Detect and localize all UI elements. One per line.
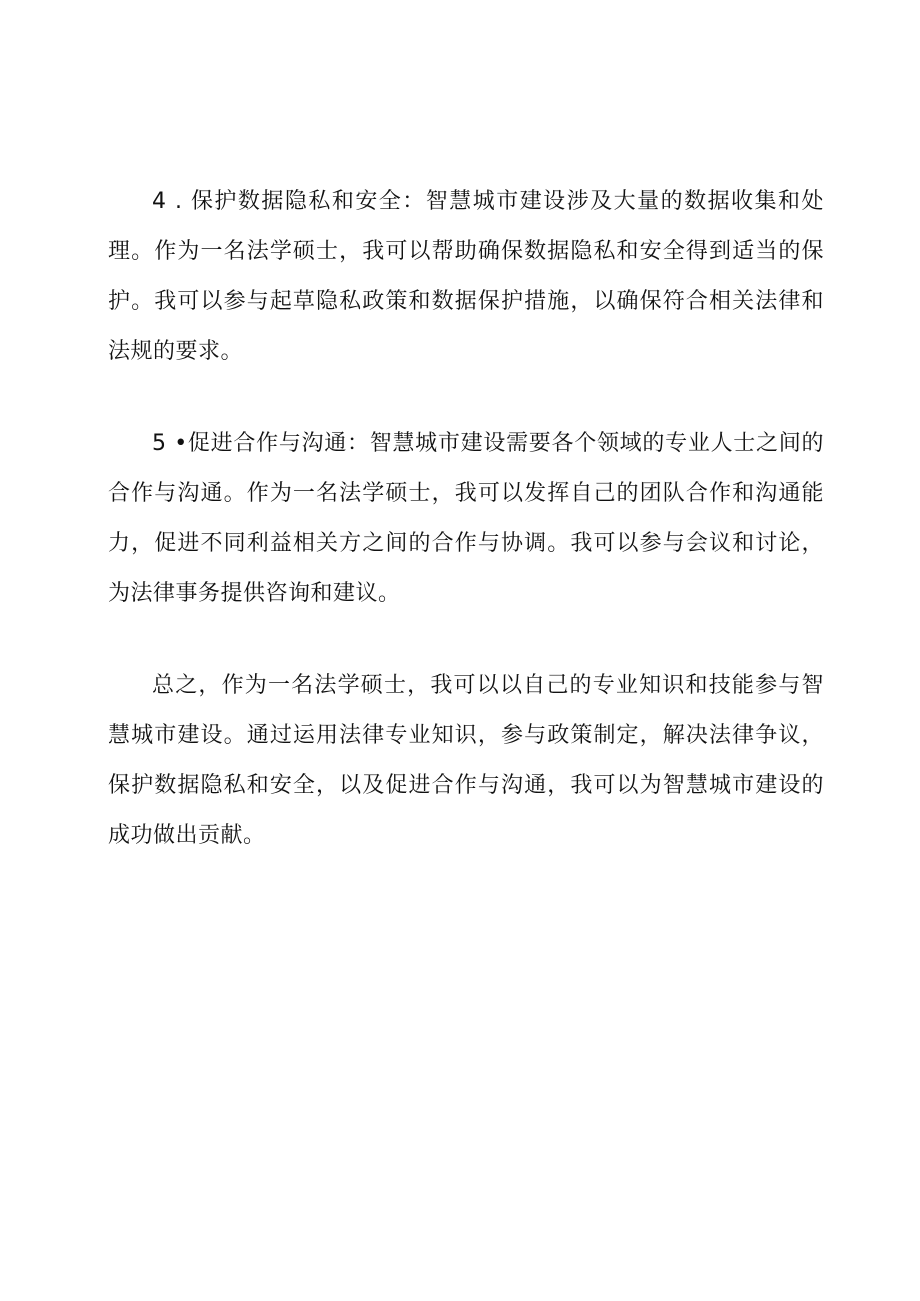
paragraph-data-privacy: 4 . 保护数据隐私和安全：智慧城市建设涉及大量的数据收集和处理。作为一名法学硕士，我可以帮助确保数据隐私和安全得到适当的保护。我可以参与起草隐私政策和数据保护措施，以确保符合相关法律和法规的要求。 <box>108 189 824 364</box>
paragraph-cooperation: 5 •促进合作与沟通：智慧城市建设需要各个领域的专业人士之间的合作与沟通。作为一名法学硕士，我可以发挥自己的团队合作和沟通能力，促进不同利益相关方之间的合作与协调。我可以参与会议和讨论，为法律事务提供咨询和建议。 <box>108 431 824 606</box>
paragraph-conclusion: 总之，作为一名法学硕士，我可以以自己的专业知识和技能参与智慧城市建设。通过运用法律专业知识，参与政策制定，解决法律争议，保护数据隐私和安全，以及促进合作与沟通，我可以为智慧城市建设的成功做出贡献。 <box>108 673 824 848</box>
document-body <box>108 177 824 861</box>
